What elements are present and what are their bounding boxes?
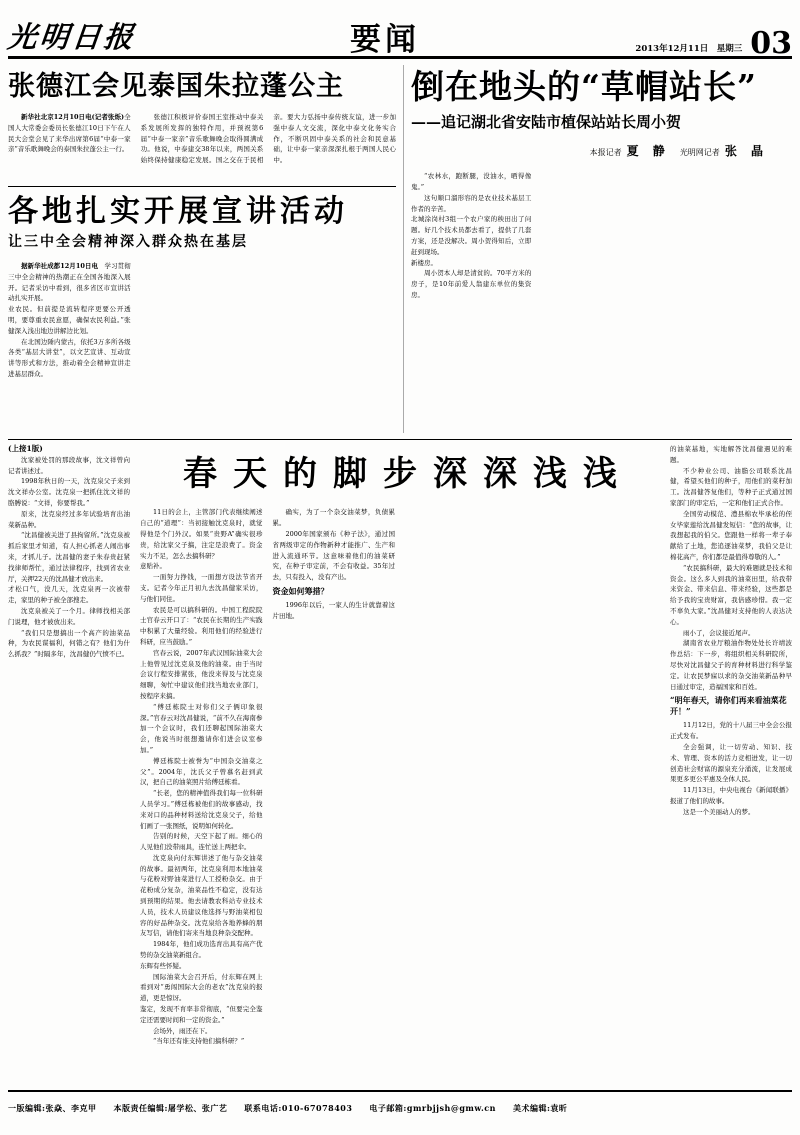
article-caomao bbox=[411, 69, 792, 409]
byline-role: 光明网记者 bbox=[679, 148, 720, 158]
article-body bbox=[140, 507, 660, 1063]
paragraph: 傅廷栋院士被誉为“中国杂交油菜之父”。2004年，沈氏父子曾慕名赶到武汉，把自己的油菜照片给傅廷栋看。 bbox=[140, 756, 263, 787]
article-xuanjiang bbox=[8, 195, 396, 429]
paragraph: 沈家被处罚的那段故事，沈文祥曾向记者讲述过。 bbox=[8, 455, 130, 475]
paragraph: 据新华社成都12月10日电 学习贯彻三中全会精神的热潮正在全国各地深入展开。记者采访中看到，很多省区市宣讲活动扎实开展。 bbox=[8, 262, 131, 303]
paragraph: 全国劳动模范、澧县棉农毕承松的侄女毕家莲给沈昌健发短信：“您的故事，让我想起我的伯父。您跟他一样将一辈子奉献给了土地，您追逐油菜梦，我伯父是让棉花高产，你们都是最值得尊敬的人。” bbox=[670, 509, 792, 561]
paragraph: “沈昌健被关进了县拘留所。”沈克泉被抓后家里才知道，有人担心抓老人闹出事来，才抓儿子。沈昌健的妻子朱春贵赶紧找律师帮忙，通过法律程序，找到省农业厅，关押22天的沈昌健才放出来。 bbox=[8, 531, 130, 583]
paragraph: “我们只是想搞出一个高产的油菜品种，为农民谋福利，何错之有？他们为什么抓我？”时隔多年，沈昌健仍气愤不已。 bbox=[8, 628, 130, 659]
paragraph: 不少种业公司、油脂公司联系沈昌健，希望买他们的种子，用他们的菜籽加工。沈昌健答复他们，等种子正式通过国家部门的审定后，一定和他们正式合作。 bbox=[670, 466, 792, 507]
paragraph: 沈克泉被关了一个月。律师找相关部门说理，他才被放出来。 bbox=[8, 606, 130, 626]
paragraph: 1998年秋日的一天，沈克泉父子来到沈文祥办公室。沈克泉一把抓住沈文祥的胳膊说：“文祥，你要帮我。” bbox=[8, 477, 130, 507]
paragraph: 11月12日，党的十八届三中全会公报正式发布。 bbox=[670, 721, 792, 741]
headline-chuntian: 春天的脚步深深浅浅 bbox=[183, 454, 633, 494]
top-right-column bbox=[411, 59, 792, 437]
horizontal-divider bbox=[8, 186, 396, 187]
article-center bbox=[140, 444, 660, 1084]
paragraph: 业农民。但前提是流转程序更要公开透明，要尊重农民意愿，确保农民利益。”张健深入浅出地边讲解边比划。 bbox=[8, 305, 131, 335]
continued-tag: (上接1版) bbox=[8, 444, 43, 453]
masthead-date: 2013年12月11日 星期三 bbox=[635, 44, 743, 54]
article-chuntian bbox=[8, 440, 792, 1084]
paragraph: 原来，沈克泉经过多年试验培育出油菜新品种。 bbox=[8, 509, 130, 529]
headline-zhangdejiang: 张德江会见泰国朱拉蓬公主 bbox=[8, 71, 344, 102]
article-body bbox=[8, 455, 130, 660]
article-body bbox=[670, 444, 792, 818]
paragraph: 鉴定，发现不育率非常彻底，“但要完全鉴定还需要时间和一定的资金。” bbox=[140, 1005, 263, 1024]
paragraph: “长老，您的精神值得我们每一位科研人员学习。”傅廷栋被他们的故事感动，找来对口的品种材料送给沈克泉父子，给他们画了一张图纸，说明如何转化。 bbox=[140, 789, 263, 830]
paragraph: 张德江积极评价泰国王室推动中泰关系发展所发挥的独特作用，并预祝第6届“中泰一家亲”音乐歌舞晚会取得圆满成功。他说，中泰建交38年以来，两国关系始终保持健康稳定发展。国之交在于民相亲。要大力弘扬中泰传统友谊，进一步加强中泰人文交流，深化中泰文化务实合作，不断巩固中泰关系的社会和民意基础，让中泰一家亲深深扎根于两国人民心中。 bbox=[140, 113, 396, 165]
paragraph: 新华社北京12月10日电(记者张烁)全国人大常委会委员长张德江10日下午在人民大会堂会见了来华出席第6届“中泰一家亲”音乐歌舞晚会的泰国朱拉蓬公主一行。 bbox=[8, 113, 131, 154]
paragraph: 北城涂岗村3组一个农户家的秧田出了问题。好几个技术员都去看了，提供了几套方案，还是没解决。周小贺得知后，立即赶到现场。 bbox=[411, 215, 532, 256]
section-title: 要闻 bbox=[350, 22, 420, 58]
byline-name: 张 晶 bbox=[724, 144, 768, 159]
subhead-caomao: ——追记湖北省安陆市植保站站长周小贺 bbox=[411, 113, 682, 132]
article-body bbox=[411, 171, 792, 409]
paragraph: 意贴补。 bbox=[140, 562, 166, 571]
paragraph: 的油菜基地，实地解答沈昌健遇见的难题。 bbox=[670, 445, 792, 464]
paragraph: 农民是可以搞科研的。中国工程院院士官春云开口了：“农民在长期的生产实践中积累了大量经验。利用他们的经验进行科研，应当鼓励。” bbox=[140, 605, 263, 646]
page-footer: 一版编辑:张焱、李克甲 本版责任编辑:屠学松、张广艺 联系电话:010-67078403 电子邮箱:gmrbjjsh@gmw.cn 美术编辑:袁昕 bbox=[8, 1103, 568, 1113]
paragraph: 告别的时候，天空下起了雨。细心的人见他们没带雨具，连忙送上两把伞。 bbox=[140, 832, 263, 852]
article-body bbox=[8, 112, 396, 176]
byline-name: 夏 静 bbox=[626, 144, 670, 159]
masthead-right bbox=[572, 25, 792, 61]
paragraph: “农林水，跑断腿，没油水，晒得像鬼。” bbox=[411, 172, 532, 192]
masthead bbox=[8, 0, 792, 59]
paragraph: 才松口气，没几天，沈克泉再一次被带走，家里的种子被全部搜走。 bbox=[8, 585, 130, 605]
top-section bbox=[8, 59, 792, 437]
paragraph: 资金如何筹措？ bbox=[272, 585, 329, 596]
byline bbox=[411, 142, 778, 159]
paragraph: 在北国边陲内蒙古，依托3万多所各级各类“基层大讲堂”，以文艺宣讲、互动宣讲等形式和方法，推动着全会精神宣讲走进基层群众。 bbox=[8, 337, 131, 379]
vertical-divider bbox=[403, 65, 404, 433]
paragraph: “明年春天，请你们再来看油菜花开！” bbox=[670, 695, 787, 717]
paragraph: 这是一个美丽动人的梦。 bbox=[683, 807, 755, 816]
paragraph: 1996年以后，一家人的生计就靠着这片田地。 bbox=[272, 600, 395, 620]
paragraph: 11日的会上，主管部门代表继续阐述自己的“道理”：当初接触沈克泉时，就觉得他是个门外汉。如果“贵野A”确实很珍贵，给沈家父子搞，注定是浪费了。资金实力不足，怎么去搞科研？ bbox=[140, 508, 263, 560]
paragraph: 沈克泉向付东辉讲述了他与杂交油菜的故事。最初两年，沈克泉利用本地油菜与花粉对野油菜进行人工授粉杂交。由于花粉成分复杂，油菜品性不稳定，没有达到预期的结果。他去请教农科站专业技术人员，技术人员建议他选择与野油菜相包容的好品种杂交。沈克泉给各地养蜂的朋友写信，请他们寄来当地良种杂交配种。 bbox=[140, 853, 263, 938]
paragraph: 确实，为了一个杂交油菜梦，负债累累。 bbox=[272, 508, 395, 528]
paragraph: 会场外，雨还在下。 bbox=[153, 1026, 212, 1035]
paragraph: 一面努力挣钱，一面想方设法节省开支。记者今年正月初九去沈昌健家采访，与他们同住。 bbox=[140, 573, 263, 603]
paragraph: 1984年，他们成功选育出具有高产优势的杂交油菜新组合。 bbox=[140, 940, 263, 960]
paragraph: 全会强调，让一切劳动、知识、技术、管理、资本的活力竞相迸发，让一切创造社会财富的源泉充分涌流，让发展成果更多更公平惠及全体人民。 bbox=[670, 742, 792, 784]
paragraph: 2000年国家颁布《种子法》，通过国省两级审定的作物新种才能推广、生产和进入流通环节。这意味着他们的油菜研究，在种子审定前，不会有收益。35年过去，只有投入，没有产出。 bbox=[272, 529, 395, 582]
paragraph: 11月13日，中央电视台《新闻联播》报道了他们的故事。 bbox=[670, 786, 792, 805]
paragraph: 湖南省农业厅粮油作物处处长许靖波作总结：下一步，将组织相关科研院所，尽快对沈昌健父子的育种材料进行科学鉴定。让农民梦寐以求的杂交油菜新品种早日通过审定，造福国家和百姓。 bbox=[670, 639, 792, 691]
paragraph: 国际油菜大会召开后，付东辉在网上看到对“勇闯国际大会的老农”沈克泉的报道，更是惊讶。 bbox=[140, 972, 263, 1003]
paragraph: “农民搞科研，最大的难题就是技术和资金。这么多人到我的油菜田里，给我带来资金、带来信息、带来经验，这些都是给予我的宝贵财富，我倍感珍惜。我一定不辜负大家。”沈昌健对支持他的人表达决心。 bbox=[670, 563, 792, 626]
paragraph: “傅廷栋院士对你们父子俩印象很深。”官春云对沈昌健说，“前不久在海南参加一个会议时，我们还聊起国际油菜大会，他说当时很想邀请你们进会议室参加。” bbox=[140, 702, 263, 754]
article-left-column bbox=[8, 444, 130, 1084]
paragraph: 雨小了，会议接近尾声。 bbox=[683, 628, 755, 637]
article-right-column bbox=[670, 444, 792, 1084]
subhead-xuanjiang: 让三中全会精神深入群众热在基层 bbox=[8, 234, 248, 251]
article-zhangdejiang bbox=[8, 71, 396, 176]
headline-caomao: 倒在地头的“草帽站长” bbox=[411, 67, 757, 106]
headline-xuanjiang: 各地扎实开展宣讲活动 bbox=[8, 194, 348, 230]
paragraph: 官春云说，2007年武汉国际油菜大会上他曾见过沈克泉及他的油菜。由于当时会议行程安排紧张，他没来得及与沈克泉细聊，匆忙中建议他们找当地农业部门，按程序来搞。 bbox=[140, 648, 263, 700]
masthead-logo: 光明日报 bbox=[6, 20, 138, 54]
article-body bbox=[8, 261, 396, 429]
paragraph: 周小贺本人却是清贫的。70平方米的房子，是10年前爱人翁建东单位的集资房。 bbox=[411, 269, 532, 300]
paragraph: 东辉有些怀疑。 bbox=[140, 961, 186, 970]
top-left-column bbox=[8, 59, 396, 437]
paragraph: 这句顺口溜形容的是农业技术基层工作者的辛苦。 bbox=[411, 193, 532, 213]
byline-role: 本报记者 bbox=[589, 148, 622, 158]
paragraph: 新楼房。 bbox=[411, 258, 437, 267]
page-number: 03 bbox=[750, 25, 792, 61]
paragraph: “当年还有谁支持他们搞科研？” bbox=[153, 1037, 245, 1046]
